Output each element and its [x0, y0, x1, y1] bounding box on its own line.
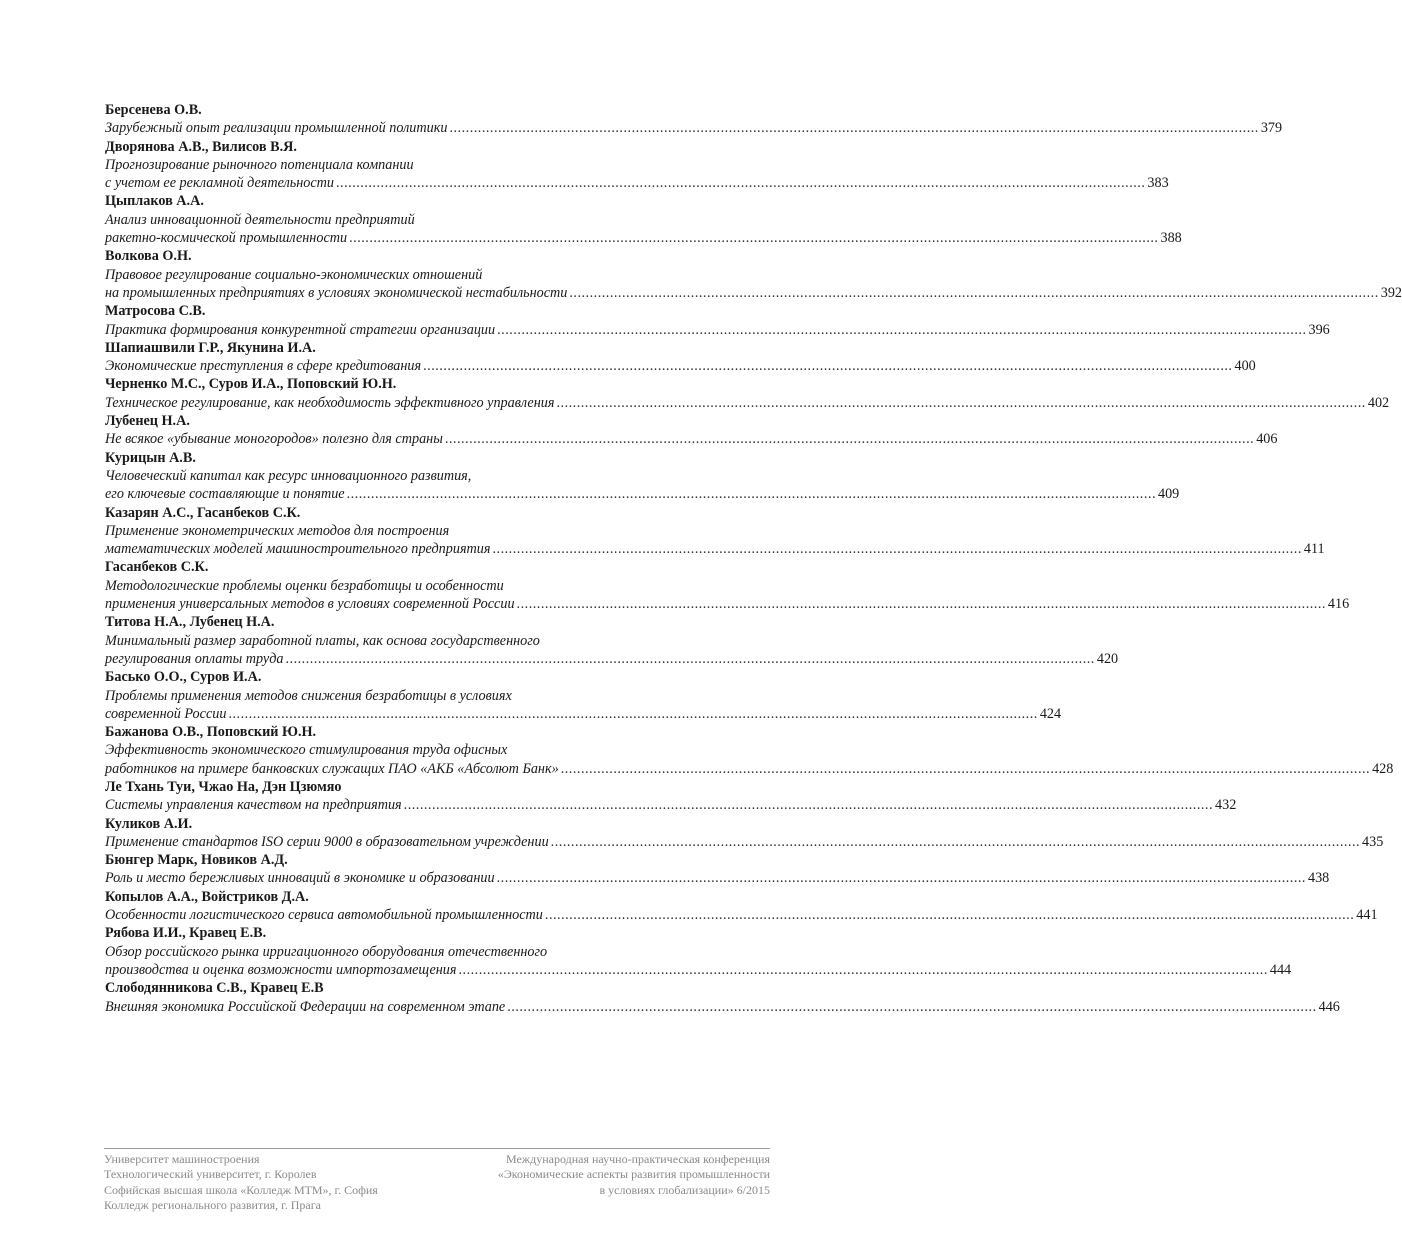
toc-title-line: Применение эконометрических методов для построения [105, 522, 450, 539]
toc-title-line: применения универсальных методов в условиях современной России [105, 596, 515, 613]
toc-authors: Слободянникова С.В., Кравец Е.В [105, 980, 324, 997]
toc-entry [105, 138, 1169, 193]
toc-title-line: Роль и место бережливых инноваций в экономике и образовании [105, 870, 495, 887]
toc-title-row [105, 284, 1402, 302]
dot-leader: ........................................................................................................................................................................................................ [449, 120, 1259, 137]
toc-title-row [105, 705, 1062, 723]
toc-entry [105, 449, 1180, 504]
toc-title-line: Внешняя экономика Российской Федерации на современном этапе [105, 998, 506, 1015]
dot-leader: ........................................................................................................................................................................................................ [560, 760, 1371, 777]
toc-title-row [105, 595, 1350, 613]
toc-title-line: Экономические преступления в сфере кредитования [105, 358, 422, 375]
toc-authors: Шапиашвили Г.Р., Якунина И.А. [105, 339, 316, 356]
footer-divider [104, 1148, 770, 1149]
toc-authors: Лубенец Н.А. [105, 413, 190, 430]
toc-title-row [105, 119, 1283, 137]
toc-authors: Гасанбеков С.К. [105, 559, 209, 576]
toc-entry [105, 815, 1384, 852]
toc-title-line: современной России [105, 705, 227, 722]
toc-title-line: Зарубежный опыт реализации промышленной политики [105, 120, 448, 137]
toc-title-line: математических моделей машиностроительного предприятия [105, 541, 491, 558]
toc-entry [105, 504, 1325, 559]
dot-leader: ........................................................................................................................................................................................................ [556, 394, 1366, 411]
footer-conference-line: в условиях глобализации» 6/2015 [599, 1182, 770, 1197]
dot-leader: ........................................................................................................................................................................................................ [496, 870, 1306, 887]
footer-institution-line: Софийская высшая школа «Колледж МТМ», г. София [104, 1182, 378, 1197]
toc-page-number: 411 [1303, 541, 1325, 558]
toc-authors: Матросова С.В. [105, 303, 206, 320]
toc-page-number: 435 [1362, 833, 1384, 850]
footer-institution-line: Колледж регионального развития, г. Прага [104, 1198, 321, 1213]
dot-leader: ........................................................................................................................................................................................................ [516, 596, 1326, 613]
toc-authors: Волкова О.Н. [105, 248, 192, 265]
toc-entry [105, 101, 1283, 138]
toc-title-row [105, 357, 1256, 375]
toc-page-number: 379 [1260, 120, 1283, 137]
dot-leader: ........................................................................................................................................................................................................ [349, 230, 1159, 247]
toc-entry [105, 412, 1278, 449]
dot-leader: ........................................................................................................................................................................................................ [569, 284, 1379, 301]
toc-title-line: ракетно-космической промышленности [105, 230, 348, 247]
toc-page-number: 432 [1215, 797, 1237, 814]
toc-title-line: Анализ инновационной деятельности предприятий [105, 211, 415, 228]
toc-authors: Басько О.О., Суров И.А. [105, 669, 262, 686]
toc-page-number: 409 [1157, 486, 1180, 503]
dot-leader: ........................................................................................................................................................................................................ [497, 321, 1307, 338]
toc-page-number: 438 [1307, 870, 1330, 887]
toc-title-line: работников на примере банковских служащих ПАО «АКБ «Абсолют Банк» [105, 760, 559, 777]
dot-leader: ........................................................................................................................................................................................................ [285, 650, 1095, 667]
toc-entry [105, 979, 1340, 1016]
toc-title-line: Правовое регулирование социально-экономических отношений [105, 266, 483, 283]
toc-entry [105, 558, 1350, 613]
toc-entry [105, 247, 1402, 302]
toc-entry [105, 302, 1330, 339]
toc-title-line: Не всякое «убывание моногородов» полезно для страны [105, 431, 443, 448]
toc-title-line: на промышленных предприятиях в условиях экономической нестабильности [105, 284, 568, 301]
toc-title-row [105, 394, 1390, 412]
dot-leader: ........................................................................................................................................................................................................ [492, 541, 1302, 558]
toc-page-number: 388 [1160, 230, 1182, 247]
toc-entry [105, 723, 1394, 778]
toc-title-line: Методологические проблемы оценки безработицы и особенности [105, 577, 504, 594]
toc-entry [105, 778, 1237, 815]
dot-leader: ........................................................................................................................................................................................................ [423, 358, 1233, 375]
footer-institution-line: Технологический университет, г. Королев [104, 1167, 317, 1182]
toc-title-row [105, 961, 1292, 979]
toc-title-line: его ключевые составляющие и понятие [105, 486, 345, 503]
toc-title-row [105, 485, 1180, 503]
toc-title-row [105, 869, 1330, 887]
toc-page-number: 400 [1234, 358, 1256, 375]
toc-page-number: 441 [1356, 907, 1378, 924]
toc-authors: Куликов А.И. [105, 815, 193, 832]
toc-authors: Казарян А.С., Гасанбеков С.К. [105, 504, 301, 521]
dot-leader: ........................................................................................................................................................................................................ [346, 486, 1156, 503]
toc-authors: Ле Тхань Туи, Чжао На, Дэн Цзюмяо [105, 778, 342, 795]
dot-leader: ........................................................................................................................................................................................................ [544, 907, 1355, 924]
toc-title-row [105, 906, 1378, 924]
toc-title-line: Особенности логистического сервиса автомобильной промышленности [105, 907, 543, 924]
toc-authors: Бюнгер Марк, Новиков А.Д. [105, 852, 288, 869]
footer-institution-line: Университет машиностроения [104, 1152, 260, 1166]
toc-title-line: с учетом ее рекламной деятельности [105, 175, 334, 192]
toc-title-row [105, 174, 1169, 192]
toc-title-line: Проблемы применения методов снижения безработицы в условиях [105, 687, 512, 704]
dot-leader: ........................................................................................................................................................................................................ [228, 705, 1038, 722]
toc-authors: Берсенева О.В. [105, 102, 202, 118]
toc-authors: Рябова И.И., Кравец Е.В. [105, 925, 267, 942]
dot-leader: ........................................................................................................................................................................................................ [550, 833, 1361, 850]
toc-authors: Титова Н.А., Лубенец Н.А. [105, 614, 275, 631]
toc-title-row [105, 430, 1278, 448]
dot-leader: ........................................................................................................................................................................................................ [507, 998, 1317, 1015]
toc-authors: Дворянова А.В., Вилисов В.Я. [105, 138, 297, 155]
toc-title-line: Минимальный размер заработной платы, как основа государственного [105, 632, 540, 649]
toc-title-line: Техническое регулирование, как необходимость эффективного управления [105, 394, 555, 411]
toc-title-line: производства и оценка возможности импортозамещения [105, 961, 457, 978]
toc-entry [105, 339, 1256, 376]
toc-entry [105, 851, 1330, 888]
toc-title-line: Человеческий капитал как ресурс инновационного развития, [105, 467, 472, 484]
table-of-contents [105, 101, 1402, 1016]
toc-title-line: Прогнозирование рыночного потенциала компании [105, 156, 414, 173]
toc-entry [105, 668, 1062, 723]
toc-title-line: Практика формирования конкурентной стратегии организации [105, 321, 496, 338]
toc-page-number: 446 [1318, 998, 1340, 1015]
toc-title-row [105, 796, 1237, 814]
toc-page-number: 396 [1308, 321, 1330, 338]
toc-page-number: 406 [1256, 431, 1278, 448]
toc-title-line: Обзор российского рынка ирригационного оборудования отечественного [105, 943, 548, 960]
toc-entry [105, 375, 1390, 412]
toc-title-row [105, 540, 1325, 558]
dot-leader: ........................................................................................................................................................................................................ [403, 797, 1214, 814]
toc-authors: Курицын А.В. [105, 449, 196, 466]
toc-page-number: 416 [1327, 596, 1350, 613]
toc-title-line: Применение стандартов ISO серии 9000 в образовательном учреждении [105, 833, 549, 850]
toc-page-number: 383 [1147, 175, 1169, 192]
footer-conference [390, 1152, 770, 1198]
toc-entry [105, 192, 1182, 247]
toc-entry [105, 613, 1119, 668]
toc-authors: Бажанова О.В., Поповский Ю.Н. [105, 724, 317, 741]
toc-page-number: 428 [1372, 760, 1394, 777]
toc-title-row [105, 760, 1394, 778]
footer-conference-line: Международная научно-практическая конференция [505, 1152, 770, 1166]
dot-leader: ........................................................................................................................................................................................................ [336, 175, 1146, 192]
toc-entry [105, 888, 1378, 925]
toc-page-number: 424 [1039, 705, 1062, 722]
dot-leader: ........................................................................................................................................................................................................ [458, 961, 1268, 978]
dot-leader: ........................................................................................................................................................................................................ [444, 431, 1255, 448]
toc-title-line: Эффективность экономического стимулирования труда офисных [105, 742, 508, 759]
toc-page-number: 402 [1367, 394, 1390, 411]
toc-authors: Черненко М.С., Суров И.А., Поповский Ю.Н. [105, 376, 397, 393]
toc-title-row [105, 229, 1182, 247]
toc-title-line: Системы управления качеством на предприятия [105, 797, 402, 814]
toc-title-line: регулирования оплаты труда [105, 650, 284, 667]
toc-page-number: 420 [1096, 650, 1119, 667]
toc-title-row [105, 998, 1340, 1016]
toc-title-row [105, 650, 1119, 668]
toc-title-row [105, 321, 1330, 339]
toc-entry [105, 924, 1292, 979]
toc-page-number: 444 [1269, 961, 1292, 978]
toc-authors: Копылов А.А., Войстриков Д.А. [105, 888, 309, 905]
toc-authors: Цыплаков А.А. [105, 193, 204, 210]
toc-title-row [105, 833, 1384, 851]
toc-page-number: 392 [1380, 284, 1402, 301]
footer-conference-line: «Экономические аспекты развития промышленности [497, 1167, 770, 1182]
